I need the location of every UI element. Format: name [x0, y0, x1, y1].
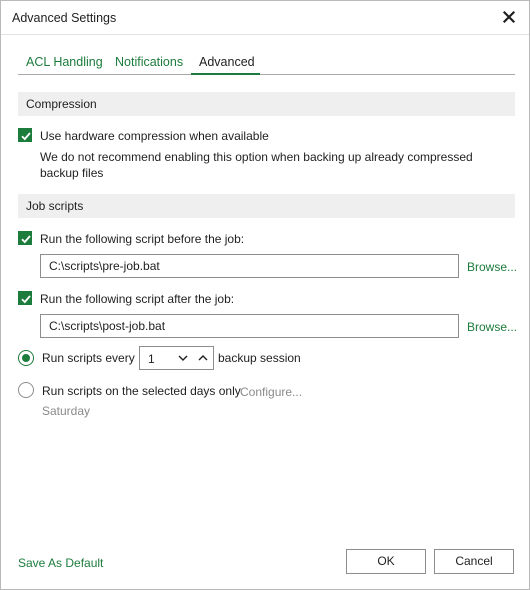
tab-notifications[interactable]: Notifications: [115, 55, 184, 69]
hardware-compression-checkbox[interactable]: [18, 128, 32, 142]
tab-advanced[interactable]: Advanced: [199, 55, 255, 69]
post-job-browse-link[interactable]: Browse...: [467, 320, 518, 334]
stepper-increment-button[interactable]: [195, 350, 211, 366]
pre-job-script-checkbox[interactable]: [18, 231, 32, 245]
cancel-button[interactable]: Cancel: [434, 549, 514, 574]
compression-note: We do not recommend enabling this option when backing up already compressed backup files: [40, 150, 473, 180]
close-icon: [500, 8, 518, 26]
title-bar: [1, 1, 529, 35]
pre-job-browse-link[interactable]: Browse...: [467, 260, 518, 274]
tab-acl-handling[interactable]: ACL Handling: [26, 55, 103, 69]
post-job-script-input[interactable]: [40, 314, 459, 338]
hardware-compression-label: Use hardware compression when available: [40, 129, 269, 143]
configure-days-link[interactable]: Configure...: [240, 385, 303, 399]
checkmark-icon: [20, 130, 32, 142]
checkmark-icon: [20, 233, 32, 245]
backup-session-suffix: backup session: [218, 351, 301, 365]
dialog-title: Advanced Settings: [12, 11, 117, 25]
post-job-script-label: Run the following script after the job:: [40, 292, 235, 306]
ok-button[interactable]: OK: [346, 549, 426, 574]
pre-job-script-label: Run the following script before the job:: [40, 232, 245, 246]
job-scripts-section-header: [18, 194, 515, 218]
selected-days-text: Saturday: [42, 404, 91, 418]
tab-strip: [18, 53, 515, 75]
compression-header-label: Compression: [26, 97, 97, 111]
run-every-label: Run scripts every: [42, 351, 135, 365]
active-tab-indicator: [191, 73, 260, 75]
close-button[interactable]: [500, 8, 518, 26]
compression-section-header: [18, 92, 515, 116]
run-every-radio[interactable]: [18, 350, 34, 366]
stepper-decrement-button[interactable]: [175, 350, 191, 366]
session-count-value: 1: [148, 352, 155, 366]
save-as-default-link[interactable]: Save As Default: [18, 556, 104, 570]
run-selected-days-radio[interactable]: [18, 382, 34, 398]
job-scripts-header-label: Job scripts: [26, 199, 84, 213]
session-count-stepper[interactable]: [139, 346, 214, 370]
post-job-script-checkbox[interactable]: [18, 291, 32, 305]
chevron-up-icon: [195, 350, 211, 366]
run-selected-days-label: Run scripts on the selected days only: [42, 384, 241, 398]
checkmark-icon: [20, 293, 32, 305]
pre-job-script-input[interactable]: [40, 254, 459, 278]
chevron-down-icon: [175, 350, 191, 366]
